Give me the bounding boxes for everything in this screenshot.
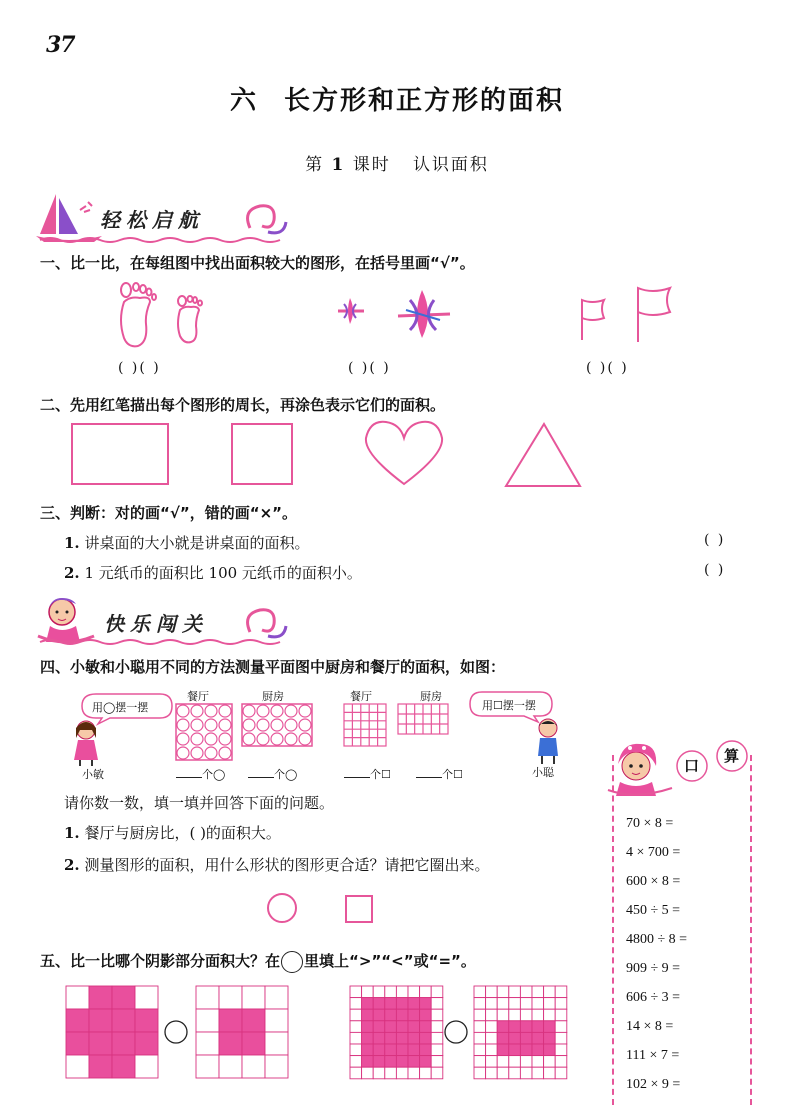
kousuan-item: 70 × 8 = — [626, 816, 674, 831]
q2-heart — [366, 422, 442, 484]
lesson-suffix: 课时 — [352, 155, 391, 175]
q5-prompt — [40, 950, 476, 973]
q5-compare-circle-2 — [445, 1021, 467, 1043]
footprint-large-icon — [112, 280, 162, 350]
unit-title-text: 长方形和正方形的面积 — [284, 86, 565, 116]
girl-xiaomin-icon — [68, 718, 106, 766]
flag-large-icon — [632, 284, 676, 344]
lesson-num: 1 — [331, 155, 346, 175]
banner-easy-start: 轻松启航 — [100, 208, 204, 232]
label-dining-1: 餐厅 — [187, 690, 209, 703]
unit-number: 六 — [229, 86, 258, 116]
q5-grid-1b — [196, 986, 288, 1078]
banner-happy-challenge: 快乐闯关 — [104, 612, 208, 636]
label-kitchen-1: 厨房 — [262, 690, 284, 703]
q2-square — [232, 424, 292, 484]
kousuan-item: 4 × 700 = — [626, 845, 681, 860]
kousuan-title-b: 算 — [724, 747, 740, 765]
kousuan-item: 909 ÷ 9 = — [626, 961, 681, 976]
blank-kitchen-circles[interactable] — [248, 766, 297, 782]
leaf-large-icon — [396, 286, 452, 342]
lesson-title — [0, 150, 794, 175]
q3-item-1-num: 1. — [64, 534, 80, 552]
kousuan-item: 600 × 8 = — [626, 874, 681, 889]
kousuan-item: 111 × 7 = — [626, 1048, 680, 1063]
q4-sub1-num: 1. — [64, 824, 80, 842]
q5-compare-circle-1 — [165, 1021, 187, 1043]
blank-dining-circles[interactable] — [176, 766, 225, 782]
kousuan-title-a: 口 — [684, 757, 700, 775]
q2-prompt: 二、先用红笔描出每个图形的周长，再涂色表示它们的面积。 — [40, 396, 446, 414]
banner1-underline — [40, 236, 290, 244]
dining-circle-grid — [176, 704, 232, 760]
leaf-small-icon — [336, 294, 366, 328]
bubble-left-text: 用◯摆一摆 — [92, 701, 149, 714]
q3-prompt: 三、判断：对的画“√”，错的画“×”。 — [40, 504, 298, 522]
q2-rectangle — [72, 424, 168, 484]
blank-dining-squares-unit: 个☐ — [370, 768, 391, 781]
q5-grid-2a — [350, 986, 443, 1079]
q4-prompt: 四、小敏和小聪用不同的方法测量平面图中厨房和餐厅的面积，如图： — [40, 658, 506, 676]
q5-grid-1a — [66, 986, 158, 1078]
dining-square-grid — [344, 704, 386, 746]
blank-kitchen-squares[interactable] — [416, 766, 463, 782]
kousuan-item: 606 ÷ 3 = — [626, 990, 681, 1005]
name-xiaocong: 小聪 — [532, 766, 554, 779]
label-kitchen-2: 厨房 — [420, 690, 442, 703]
lesson-name: 认识面积 — [412, 155, 489, 175]
q3-item-1-answer[interactable]: ( ) — [704, 532, 726, 548]
kitchen-circle-grid — [242, 704, 312, 746]
bubble-right-text: 用☐摆一摆 — [482, 699, 536, 712]
label-dining-2: 餐厅 — [350, 690, 372, 703]
kitchen-square-grid — [398, 704, 448, 734]
q1-prompt: 一、比一比，在每组图中找出面积较大的图形，在括号里画“√”。 — [40, 254, 475, 272]
q1-bracket-group1[interactable]: ( )( ) — [118, 360, 161, 376]
q1-bracket-group2[interactable]: ( )( ) — [348, 360, 391, 376]
q5-grid-comparison — [60, 984, 580, 1084]
lesson-prefix: 第 — [305, 155, 325, 175]
unit-title — [0, 80, 794, 117]
q4-sub2-num: 2. — [64, 856, 80, 874]
q4-sub2 — [64, 854, 489, 875]
blank-kitchen-circles-unit: 个◯ — [274, 768, 298, 781]
kousuan-item: 450 ÷ 5 = — [626, 903, 681, 918]
q3-item-2-answer[interactable]: ( ) — [704, 562, 726, 578]
q1-bracket-group3[interactable]: ( )( ) — [586, 360, 629, 376]
q3-item-2 — [64, 562, 362, 583]
kousuan-item: 102 × 9 = — [626, 1077, 681, 1092]
kousuan-item: 4800 ÷ 8 = — [626, 932, 688, 947]
flag-small-icon — [578, 296, 608, 342]
q3-item-1-text: 讲桌面的大小就是讲桌面的面积。 — [84, 534, 310, 552]
kousuan-item: 14 × 8 = — [626, 1019, 674, 1034]
square-choice-icon[interactable] — [344, 894, 374, 924]
footprint-small-icon — [172, 294, 208, 346]
q3-item-1 — [64, 532, 309, 553]
q4-sub2-text: 测量图形的面积，用什么形状的图形更合适？请把它圈出来。 — [84, 856, 490, 874]
circle-choice-icon[interactable] — [266, 892, 298, 924]
q2-shapes — [60, 418, 600, 498]
blank-dining-squares[interactable] — [344, 766, 391, 782]
banner2-underline — [40, 638, 290, 646]
boy-xiaocong-icon — [530, 716, 568, 764]
name-xiaomin: 小敏 — [82, 768, 104, 781]
q3-item-2-num: 2. — [64, 564, 80, 582]
q5-grid-2b — [474, 986, 567, 1079]
blank-dining-circles-unit: 个◯ — [202, 768, 226, 781]
q4-instruction: 请你数一数，填一填并回答下面的问题。 — [64, 794, 335, 812]
blank-kitchen-squares-unit: 个☐ — [442, 768, 463, 781]
q2-triangle — [506, 424, 580, 486]
q4-sub1-text: 餐厅与厨房比，( )的面积大。 — [84, 824, 281, 842]
q5-text-a: 五、比一比哪个阴影部分面积大？在 — [40, 952, 281, 970]
q4-sub1 — [64, 822, 281, 843]
q3-item-2-text: 1 元纸币的面积比 100 元纸币的面积小。 — [84, 564, 362, 582]
q5-circle-symbol — [281, 951, 303, 973]
q5-text-b: 里填上“>”“<”或“=”。 — [304, 952, 476, 970]
page-number: 37 — [46, 32, 75, 58]
